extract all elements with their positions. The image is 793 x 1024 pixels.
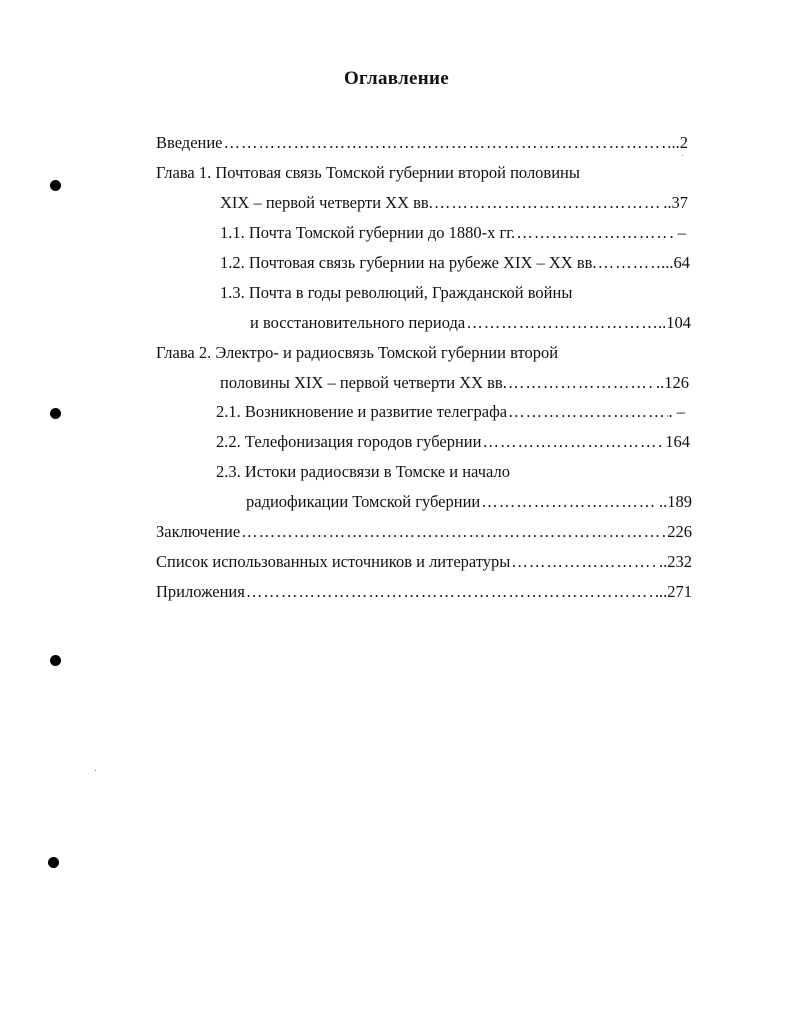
toc-entry-appendices [156, 582, 692, 602]
toc-entry-chapter-1-cont [220, 193, 688, 213]
toc-entry-section-1-3-cont [250, 313, 691, 333]
toc-entry-chapter-2: Глава 2. Электро- и радиосвязь Томской губернии второй [156, 343, 559, 362]
toc-entry-section-2-3: 2.3. Истоки радиосвязи в Томске и начало [216, 462, 510, 481]
toc-entry-chapter-1: Глава 1. Почтовая связь Томской губернии второй половины [156, 163, 580, 182]
toc-page-number: . – [668, 402, 685, 421]
page-title: Оглавление [343, 68, 450, 89]
toc-entry-text: XIX – первой четверти XX вв. [220, 193, 433, 212]
toc-leader-dots [598, 253, 661, 273]
toc-page-number: ...64 [661, 253, 690, 272]
toc-leader-dots [511, 552, 658, 572]
punch-hole-mark [50, 408, 61, 419]
toc-page-number: ..232 [659, 552, 692, 571]
toc-entry-section-1-3: 1.3. Почта в годы революций, Гражданской войны [220, 283, 573, 302]
toc-entry-text: 2.2. Телефонизация городов губернии [216, 432, 482, 451]
toc-page-number: 226 [667, 522, 692, 541]
toc-entry-section-1-2 [220, 253, 690, 273]
toc-entry-chapter-2-cont [220, 373, 689, 393]
toc-page-number: . – [669, 223, 686, 242]
toc-entry-text: Приложения [156, 582, 245, 601]
toc-entry-bibliography [156, 552, 692, 572]
punch-hole-mark [50, 180, 61, 191]
toc-page-number: 164 [665, 432, 690, 451]
toc-page-number: ..2 [671, 133, 688, 152]
toc-entry-text: половины XIX – первой четверти XX вв. [220, 373, 507, 392]
toc-entry-text: и восстановительного периода [250, 313, 466, 332]
toc-entry-text: радиофикации Томской губернии [246, 492, 481, 511]
toc-entry-text: Список использованных источников и литературы [156, 552, 511, 571]
toc-leader-dots [516, 223, 668, 243]
toc-entry-text: Заключение [156, 522, 241, 541]
toc-leader-dots [466, 313, 657, 333]
toc-leader-dots [241, 522, 666, 542]
toc-leader-dots [434, 193, 662, 213]
punch-hole-mark [50, 655, 61, 666]
toc-entry-section-1-1 [220, 223, 686, 243]
toc-entry-introduction [156, 133, 688, 153]
toc-entry-text: Введение [156, 133, 223, 152]
toc-page-number: ...271 [654, 582, 692, 601]
toc-page-number: ..37 [663, 193, 688, 212]
toc-entry-section-2-3-cont [246, 492, 692, 512]
toc-leader-dots [482, 432, 664, 452]
toc-entry-text: 1.2. Почтовая связь губернии на рубеже XIX – XX вв. [220, 253, 597, 272]
toc-page-number: ..126 [656, 373, 689, 392]
scan-speck [682, 155, 683, 156]
toc-leader-dots [481, 492, 658, 512]
toc-entry-text: 2.1. Возникновение и развитие телеграфа [216, 402, 508, 421]
toc-entry-text: 1.1. Почта Томской губернии до 1880-х гг. [220, 223, 516, 242]
punch-hole-mark [48, 857, 59, 868]
toc-page-number: ..104 [658, 313, 691, 332]
toc-leader-dots [246, 582, 654, 602]
toc-entry-section-2-2 [216, 432, 690, 452]
scan-speck [95, 770, 96, 771]
toc-leader-dots [508, 373, 655, 393]
toc-leader-dots [508, 402, 667, 422]
toc-page-number: ..189 [659, 492, 692, 511]
toc-entry-section-2-1 [216, 402, 685, 422]
toc-entry-conclusion [156, 522, 692, 542]
toc-leader-dots [224, 133, 671, 153]
